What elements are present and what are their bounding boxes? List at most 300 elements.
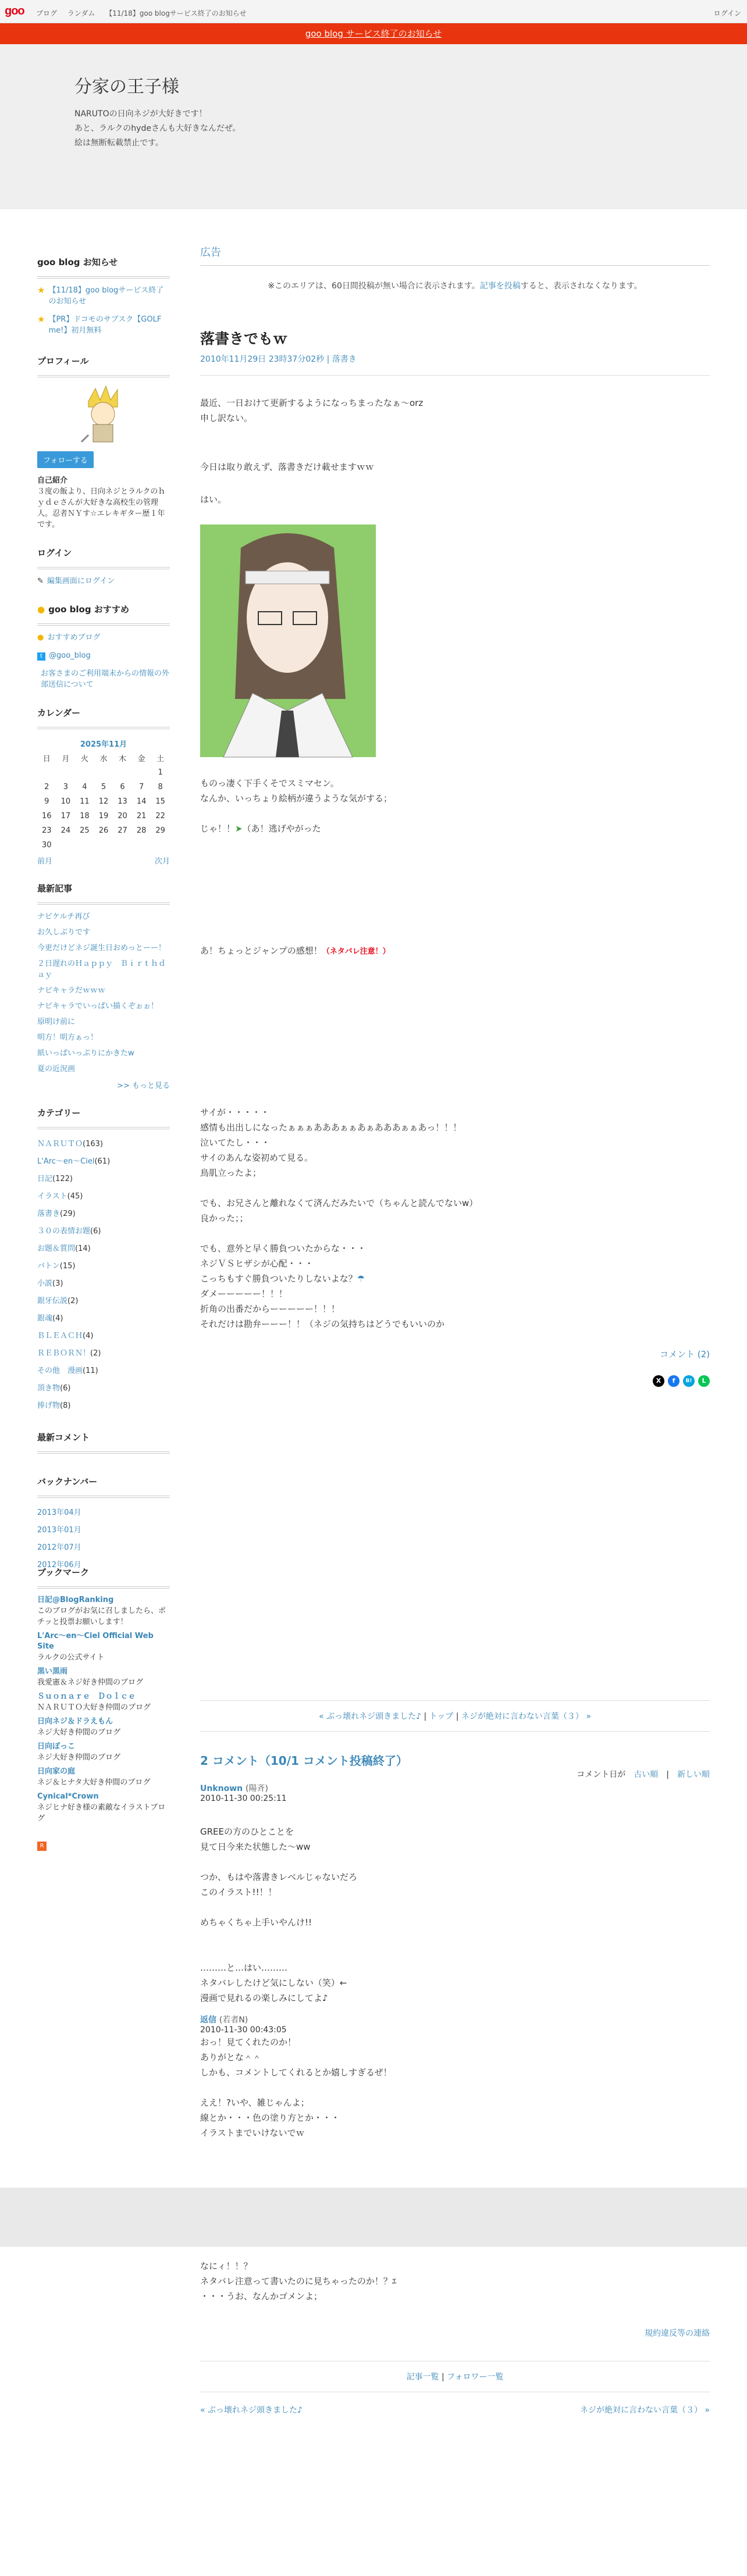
news-item: [37, 314, 170, 338]
bookmark-heading: ブックマーク: [37, 1566, 170, 1587]
category-link[interactable]: [37, 1362, 170, 1380]
line-share-icon[interactable]: L: [698, 1375, 710, 1387]
category-link[interactable]: [37, 1188, 170, 1205]
next-post-link[interactable]: ネジが絶対に言わない言葉（３） »: [461, 1712, 591, 1721]
calendar-week: [37, 794, 170, 809]
comment-sort: [200, 1768, 710, 1780]
calendar-day: [94, 838, 113, 852]
category-count: (4): [52, 1314, 63, 1323]
calendar-day: 3: [63, 783, 68, 791]
calendar-day: 19: [98, 812, 109, 820]
category-count: (6): [60, 1384, 71, 1393]
goo-logo[interactable]: goo: [5, 5, 24, 17]
category-name[interactable]: ３０の表情お題: [37, 1227, 91, 1236]
article-list-link[interactable]: 記事一覧: [406, 2372, 439, 2382]
author-sub: (陽斉): [246, 1784, 268, 1793]
p5b-text: （あ！逃げやがった: [242, 823, 321, 834]
bookmark-section: [37, 1566, 170, 1851]
category-link[interactable]: [37, 1328, 170, 1345]
bottom-next-link[interactable]: ネジが絶対に言わない言葉（３） »: [579, 2406, 710, 2415]
category-count: (14): [75, 1244, 91, 1253]
backnumber-link[interactable]: 2012年06月: [37, 1561, 81, 1569]
calendar-day: 24: [61, 826, 71, 835]
recent-article-link[interactable]: ２日遅れのＨａｐｐｙ Ｂｉｒｔｈｄａｙ: [37, 959, 166, 979]
para: 最近、一日おけて更新するようになっちまったなぁ〜orz: [200, 398, 424, 408]
calendar-day: 4: [82, 783, 87, 791]
p9-text: こっちもすぐ勝負ついたりしないよな？: [200, 1273, 357, 1284]
category-name[interactable]: L'Arc〜en〜Ciel: [37, 1157, 95, 1166]
recommend-item: [37, 632, 170, 643]
top-link[interactable]: トップ: [429, 1712, 454, 1721]
bookmark-link[interactable]: Ｓｕｏｎａｒｅ Ｄｏｌｃｅ: [37, 1692, 136, 1701]
login-row: [37, 576, 170, 587]
category-link[interactable]: [37, 1275, 170, 1293]
category-link[interactable]: [37, 1223, 170, 1240]
news-heading: goo blog お知らせ: [37, 256, 170, 277]
more-articles-link[interactable]: >> もっと見る: [117, 1082, 170, 1090]
after-overlay: [200, 2259, 710, 2339]
category-name[interactable]: ＢＬＥＡＣＨ: [37, 1332, 83, 1340]
para: サイが・・・・・: [200, 1107, 269, 1118]
calendar-day: [75, 838, 94, 852]
profile-label: 自己紹介: [37, 476, 68, 485]
desc-line: NARUTOの日向ネジが大好きです！: [74, 109, 207, 119]
category-link[interactable]: [37, 1171, 170, 1188]
backnumber-section: [37, 1475, 170, 1569]
desc-line: 絵は無断転載禁止です。: [74, 138, 163, 148]
category-name[interactable]: 落書き: [37, 1209, 61, 1218]
desc-line: あと、ラルクのhydeさんも大好きなんだぜ。: [74, 124, 241, 133]
post-meta: [200, 353, 710, 376]
neji-drawing: [200, 525, 376, 757]
comment-author[interactable]: [200, 2014, 710, 2025]
bookmark-desc: ネジヒナ好き様の素敵なイラストブログ: [37, 1803, 166, 1823]
bookmark-desc: ＮＡＲＵＴＯ大好き仲間のブログ: [37, 1703, 151, 1712]
calendar-day: [56, 765, 76, 780]
recent-article-link[interactable]: 明方！明方ぁっ！: [37, 1033, 98, 1042]
p6-text: あ！ちょっとジャンプの感想！: [200, 946, 322, 956]
calendar-day: 30: [42, 841, 52, 850]
recent-article-link[interactable]: ナビキャラでいっぱい描くぞぉぉ！: [37, 1002, 159, 1011]
bookmark-desc: ラルクの公式サイト: [37, 1653, 105, 1662]
calendar-day: 16: [42, 812, 52, 820]
follower-list-link[interactable]: フォロワー一覧: [447, 2372, 504, 2382]
bookmark-desc: ネジ＆ヒナタ大好き仲間のブログ: [37, 1778, 151, 1787]
calendar-day: [132, 838, 151, 852]
para: [200, 943, 710, 959]
calendar-day: [113, 765, 132, 780]
external-transmission-link[interactable]: お客さまのご利用端末からの情報の外部送信について: [41, 669, 170, 689]
para: ネジＶＳヒザシが心配・・・: [200, 1258, 314, 1269]
category-count: (3): [52, 1279, 63, 1288]
comment-line: ………と…はい………: [200, 1963, 288, 1973]
calendar-day: [94, 765, 113, 780]
bookmark-list: [37, 1595, 170, 1824]
category-name[interactable]: その他 漫画: [37, 1367, 83, 1375]
calendar-day: 11: [80, 797, 90, 806]
profile-section: [37, 355, 170, 530]
bookmark-desc: 我愛憲＆ネジ好き仲間のブログ: [37, 1678, 144, 1687]
para: 泣いてたし・・・: [200, 1137, 271, 1148]
calendar-day: [75, 765, 94, 780]
calendar-day: [132, 765, 151, 780]
calendar-day: 27: [118, 826, 127, 835]
login-heading: ログイン: [37, 547, 170, 568]
category-count: (45): [67, 1192, 83, 1201]
recent-article-link[interactable]: 今更だけどネジ誕生日おめっとーー！: [37, 944, 166, 952]
post-illustration[interactable]: [200, 525, 376, 757]
bookmark-link[interactable]: 日向ぽっこ: [37, 1742, 76, 1751]
blog-description: [74, 107, 241, 151]
para: ・・・うお、なんかゴメンよ；: [200, 2291, 323, 2302]
category-link[interactable]: [37, 1153, 170, 1171]
calendar-day: 22: [155, 812, 165, 820]
category-count: (11): [83, 1367, 98, 1375]
backnumber-scroll[interactable]: [37, 1504, 170, 1569]
rss-icon[interactable]: R: [37, 1842, 47, 1851]
para: [200, 821, 710, 836]
category-link[interactable]: [37, 1205, 170, 1223]
run-emoji-icon: ➤: [235, 823, 243, 834]
calendar-day: 8: [158, 783, 163, 791]
ad-text-1: ※このエリアは、60日間投稿が無い場合に表示されます。: [268, 281, 480, 291]
recommend-blog-link[interactable]: おすすめブログ: [47, 633, 101, 642]
category-list: [37, 1136, 170, 1415]
category-name[interactable]: お題＆質問: [37, 1244, 76, 1253]
weekday: 土: [156, 755, 165, 763]
post-body: [200, 395, 710, 1332]
sort-separator: |: [666, 1770, 669, 1779]
recommend-heading: [37, 603, 170, 624]
goo-blog-twitter-link[interactable]: @goo_blog: [49, 651, 91, 660]
bookmark-link[interactable]: 日向ネジ＆ドラえもん: [37, 1717, 113, 1726]
nav-random[interactable]: ランダム: [67, 9, 95, 17]
bookmark-link[interactable]: 日記@BlogRanking: [37, 1596, 114, 1604]
sort-label: コメント日が: [577, 1770, 626, 1779]
editor-login-link[interactable]: 編集画面にログイン: [47, 577, 115, 586]
recent-list: [37, 911, 170, 1075]
service-end-banner: [0, 23, 747, 44]
para: [200, 1271, 710, 1286]
bookmark-link[interactable]: Cynical*Crown: [37, 1792, 99, 1801]
calendar-weekdays: [37, 751, 170, 765]
comment-line: 見て日今来た状態した〜ww: [200, 1842, 311, 1852]
category-name[interactable]: イラスト: [37, 1192, 67, 1201]
calendar-day: 12: [98, 797, 109, 806]
para: 今日は取り敢えず、落書きだけ載せますｗｗ: [200, 462, 374, 472]
calendar-week: [37, 838, 170, 852]
comment-date: 2010-11-30 00:43:05: [200, 2025, 287, 2035]
comment-line: [200, 1930, 710, 1945]
comment-line: GREEの方のひとことを: [200, 1826, 294, 1837]
bulb-icon: ●: [37, 604, 45, 615]
recent-section: [37, 882, 170, 1090]
profile-text: ３度の飯より、日向ネジとラルクのｈｙｄｅさんが大好きな高校生の管理人。忍者ＮＹす☆エレキギター歴１年です。: [37, 487, 166, 529]
calendar-day: 23: [42, 826, 52, 835]
category-name[interactable]: ＮＡＲＵＴＯ: [37, 1140, 83, 1148]
next-month-link[interactable]: 次月: [154, 857, 170, 866]
avatar-illustration: [77, 384, 129, 448]
category-name[interactable]: ＲＥＢＯＲＮ！: [37, 1349, 91, 1358]
category-count: (6): [90, 1227, 101, 1236]
para: 良かった；；: [200, 1213, 248, 1223]
author-name[interactable]: 返信: [200, 2015, 216, 2025]
category-name[interactable]: 頂き物: [37, 1384, 61, 1393]
top-bar: [0, 0, 747, 23]
recommend-item: [37, 650, 170, 661]
comment-line: めちゃくちゃ上手いやんけ!!: [200, 1917, 312, 1928]
login-link[interactable]: ログイン: [713, 9, 741, 17]
post-article-link[interactable]: 記事を投稿: [479, 281, 521, 291]
calendar-day: 2: [44, 783, 49, 791]
bookmark-desc: このブログがお気に召しましたら、ポチッと投票お願いします！: [37, 1607, 166, 1626]
recommend-section: [37, 603, 170, 690]
category-count: (122): [52, 1175, 73, 1183]
bookmark-desc: ネジ大好き仲間のブログ: [37, 1728, 121, 1737]
category-link[interactable]: [37, 1136, 170, 1153]
x-share-icon[interactable]: X: [653, 1375, 664, 1387]
bookmark-link[interactable]: L'Arc〜en〜Ciel Official Web Site: [37, 1632, 154, 1651]
recent-article-link[interactable]: 夏の近況画: [37, 1065, 76, 1073]
para: でも、お兄さんと離れなくて済んだみたいで（ちゃんと読んでないw）: [200, 1198, 478, 1208]
bookmark-desc: ネジ大好き仲間のブログ: [37, 1753, 121, 1762]
bottom-pager: [200, 2404, 710, 2416]
footer-links: [200, 2361, 710, 2392]
meta-separator: |: [324, 355, 332, 364]
calendar-day: 29: [155, 826, 165, 835]
facebook-share-icon[interactable]: f: [668, 1375, 680, 1387]
calendar-day: [151, 838, 170, 852]
comment-line: ネタバレしたけど気にしない（笑）←: [200, 1978, 347, 1988]
category-count: (29): [60, 1209, 76, 1218]
calendar-nav: [37, 855, 170, 866]
calendar-week: [37, 809, 170, 823]
calendar-day: 1: [158, 768, 163, 777]
comment-line: ええ！?いや、雑じゃんよ；: [200, 2097, 310, 2108]
bottom-prev-link[interactable]: « ぶっ壊れネジ頭きました♪: [200, 2406, 303, 2415]
calendar-day: 20: [118, 812, 127, 820]
category-count: (163): [83, 1140, 103, 1148]
comment-line: ありがとな＾＾: [200, 2052, 262, 2063]
comments-area: [200, 1751, 710, 2140]
comment-count-link[interactable]: コメント (2): [659, 1349, 710, 1360]
gray-overlay-band: [0, 2188, 747, 2247]
category-name[interactable]: 銀魂: [37, 1314, 53, 1323]
calendar-day: 9: [44, 797, 49, 806]
comment-line: 漫画で見れるの楽しみにしてよ♪: [200, 1993, 328, 2003]
author-sub: (若者N): [219, 2015, 248, 2025]
comment-line: イラストまでいけないでｗ: [200, 2128, 305, 2138]
news-link[interactable]: 【11/18】goo blogサービス終了のお知らせ: [48, 286, 164, 306]
calendar-day: 26: [98, 826, 109, 835]
comment-line: このイラスト!!！！: [200, 1887, 277, 1897]
calendar-day: 10: [61, 797, 71, 806]
para: ダメーーーーー！！！: [200, 1289, 288, 1299]
category-count: (61): [94, 1157, 111, 1166]
spoiler-warning: （ネタバレ注意！）: [322, 947, 390, 956]
comment-line: [200, 1900, 710, 1915]
category-link[interactable]: [37, 1240, 170, 1258]
calendar-day: 28: [136, 826, 147, 835]
calendar-day: 7: [138, 783, 144, 791]
weekday: 金: [137, 755, 145, 763]
category-link[interactable]: [37, 1380, 170, 1397]
pencil-icon: ✎: [37, 577, 44, 586]
comment-line: [200, 2080, 710, 2095]
category-link[interactable]: [37, 1293, 170, 1310]
news-item: [37, 285, 170, 309]
para: なんか、いっちょり絵柄が違うような気がする；: [200, 793, 393, 804]
calendar-day: [56, 838, 76, 852]
comments-title: 2 コメント（10/1 コメント投稿終了）: [200, 1754, 408, 1768]
weekday: 水: [99, 755, 108, 763]
para: 申し訳ない。: [200, 413, 253, 423]
comment-line: [200, 1854, 710, 1869]
recent-article-link[interactable]: 紙いっぱいっぷりにかきたw: [37, 1049, 134, 1058]
backnumber-link[interactable]: 2013年04月: [37, 1508, 81, 1517]
para: 感情も出出しになったぁぁぁあああぁぁあぁあああぁぁあっ！！！: [200, 1122, 462, 1133]
category-link[interactable]: [37, 1258, 170, 1275]
main-content: [200, 244, 710, 2415]
weekday: 木: [119, 755, 127, 763]
post-date[interactable]: 2010年11月29日 23時37分02秒: [200, 355, 325, 364]
recent-article-link[interactable]: 原明け前に: [37, 1018, 76, 1026]
calendar-day: 15: [155, 797, 165, 806]
comment-line: おっ！見てくれたのか！: [200, 2037, 297, 2047]
profile-heading: プロフィール: [37, 355, 170, 376]
star-icon: ★: [37, 314, 45, 324]
prev-month-link[interactable]: 前月: [37, 857, 53, 866]
calendar-day: [113, 838, 132, 852]
share-buttons: [200, 1375, 710, 1387]
hatena-share-icon[interactable]: B!: [683, 1375, 695, 1387]
para: ものっ凄く下手くそでスミマセン。: [200, 778, 339, 789]
sort-old-link[interactable]: 古い順: [634, 1770, 659, 1779]
category-name[interactable]: 小説: [37, 1279, 53, 1288]
bookmark-link[interactable]: 黒い黒雨: [37, 1667, 68, 1676]
backnumber-link[interactable]: 2012年07月: [37, 1543, 81, 1552]
recommend-title: goo blog おすすめ: [48, 604, 129, 615]
comment-body: [200, 2035, 710, 2140]
para: 折角の出番だからーーーーー！！！: [200, 1304, 340, 1314]
para: はい。: [200, 494, 227, 505]
post-pager: « ぶっ壊れネジ頭きました♪ | トップ | ネジが絶対に言わない言葉（３） »: [200, 1700, 710, 1732]
calendar-day: [37, 765, 56, 780]
ad-heading: 広告: [200, 244, 710, 266]
login-section: [37, 547, 170, 587]
calendar-body: [37, 765, 170, 852]
ad-text: [200, 280, 710, 291]
sweat-icon: ☂: [357, 1273, 365, 1284]
comment-line: つか、もはや落書きレベルじゃないだろ: [200, 1872, 358, 1882]
post-title[interactable]: 落書きでもｗ: [200, 330, 288, 347]
category-section: [37, 1107, 170, 1415]
ad-text-2: すると、表示されなくなります。: [520, 281, 642, 291]
para: サイのあんな姿初めて見る。: [200, 1153, 313, 1163]
post-category[interactable]: 落書き: [332, 355, 357, 364]
nav-blog[interactable]: ブログ: [36, 9, 58, 17]
category-name[interactable]: 捧げ物: [37, 1401, 61, 1410]
para: それだけは勘弁ーーー！！（ネジの気持ちはどうでもいいのか: [200, 1319, 445, 1329]
weekday: 火: [80, 755, 88, 763]
calendar-week: [37, 823, 170, 838]
category-count: (15): [59, 1262, 76, 1271]
backnumber-link[interactable]: 2013年01月: [37, 1526, 81, 1535]
news-link[interactable]: 【PR】ドコモのサブスク【GOLF me!】初月無料: [48, 315, 162, 335]
blog-title[interactable]: 分家の王子様: [74, 77, 179, 97]
recent-article-link[interactable]: ナビキャラだｗｗｗ: [37, 986, 106, 995]
calendar-day: 21: [136, 812, 147, 820]
comment-author[interactable]: [200, 1782, 710, 1794]
nav-notice[interactable]: 【11/18】goo blogサービス終了のお知らせ: [105, 9, 247, 17]
sort-new-link[interactable]: 新しい順: [677, 1770, 710, 1779]
star-icon: ★: [37, 285, 45, 295]
calendar-week: [37, 780, 170, 794]
category-count: (8): [60, 1401, 71, 1410]
author-name[interactable]: Unknown: [200, 1784, 243, 1793]
calendar-day: 17: [61, 812, 71, 820]
category-name[interactable]: バトン: [37, 1262, 60, 1271]
footer-sep: |: [439, 2372, 447, 2382]
category-link[interactable]: [37, 1310, 170, 1328]
twitter-icon: t: [37, 652, 45, 661]
profile-avatar: [37, 384, 170, 449]
calendar-day: 25: [80, 826, 90, 835]
calendar-day: 13: [118, 797, 127, 806]
calendar: [37, 736, 170, 852]
report-row: [200, 2327, 710, 2339]
follow-button[interactable]: フォローする: [37, 451, 94, 468]
weekday: 月: [62, 755, 70, 763]
top-nav: [36, 8, 254, 18]
category-name[interactable]: 日記: [37, 1175, 53, 1183]
category-heading: カテゴリー: [37, 1107, 170, 1128]
news-section: [37, 256, 170, 338]
blog-header: [0, 44, 747, 209]
comment-body: [200, 1824, 710, 2010]
para: 鳥肌立ったよ；: [200, 1168, 262, 1178]
category-count: (2): [67, 1297, 79, 1305]
calendar-day: 6: [120, 783, 125, 791]
comment-line: 線とか・・・色の塗り方とか・・・: [200, 2113, 340, 2123]
prev-post-link[interactable]: « ぶっ壊れネジ頭きました♪: [319, 1712, 422, 1721]
report-link[interactable]: 規約違反等の連絡: [645, 2329, 710, 2338]
weekday: 日: [42, 755, 51, 763]
recent-heading: 最新記事: [37, 882, 170, 903]
calendar-day: 5: [101, 783, 106, 791]
sidebar: [37, 256, 170, 1867]
comment-date: 2010-11-30 00:25:11: [200, 1794, 287, 1803]
category-link[interactable]: [37, 1345, 170, 1362]
recent-article-link[interactable]: ナビケルチ再び: [37, 912, 90, 921]
category-count: (4): [83, 1332, 94, 1340]
category-name[interactable]: 銀牙伝説: [37, 1297, 68, 1305]
category-count: (2): [90, 1349, 101, 1358]
comment-line: しかも、コメントしてくれるとか嬉しすぎるぜ！: [200, 2067, 392, 2078]
category-link[interactable]: [37, 1397, 170, 1415]
bookmark-link[interactable]: 日向家の庭: [37, 1767, 76, 1776]
bulb-icon: ●: [37, 633, 44, 642]
para: ネタバレ注意って書いたのに見ちゃったのか！？ｴ: [200, 2276, 397, 2286]
p5-text: じゃ！！: [200, 823, 236, 834]
comments-heading: 最新コメント: [37, 1431, 170, 1452]
calendar-day: 14: [136, 797, 147, 806]
service-end-link[interactable]: goo blog サービス終了のお知らせ: [305, 28, 442, 39]
calendar-day: 18: [80, 812, 90, 820]
calendar-section: [37, 707, 170, 866]
recent-article-link[interactable]: お久しぶりです: [37, 928, 91, 937]
calendar-week: [37, 765, 170, 780]
